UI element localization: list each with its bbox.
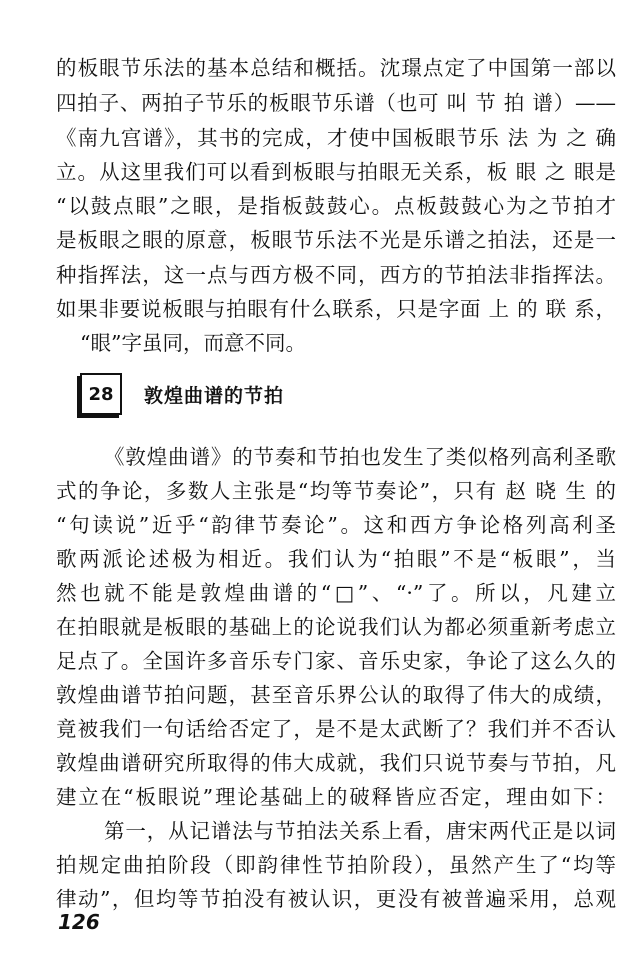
- text-line: “眼”字虽同，而意不同。: [80, 331, 306, 355]
- section-heading: [80, 370, 284, 418]
- text-line: 敦煌曲谱研究所取得的伟大成就，我们只说节奏与节拍，凡: [56, 751, 616, 775]
- text-line: 第一，从记谱法与节拍法关系上看，唐宋两代正是以词: [104, 819, 616, 843]
- text-line: “以鼓点眼”之眼，是指板鼓鼓心。点板鼓鼓心为之节拍才: [56, 194, 616, 218]
- text-line: 拍规定曲拍阶段（即韵律性节拍阶段），虽然产生了“均等: [56, 853, 616, 877]
- text-line: 足点了。全国许多音乐专门家、音乐史家，争论了这么久的: [56, 649, 616, 673]
- text-line: 《敦煌曲谱》的节奏和节拍也发生了类似格列高利圣歌: [104, 445, 616, 469]
- text-line: 是板眼之眼的原意，板眼节乐法不光是乐谱之拍法，还是一: [56, 228, 616, 252]
- text-line: 律动”，但均等节拍没有被认识，更没有被普遍采用，总观: [56, 887, 616, 911]
- text-line: “句读说”近乎“韵律节奏论”。这和西方争论格列高利圣: [56, 513, 616, 537]
- section-number-box: 28: [80, 373, 122, 415]
- text-line: 的板眼节乐法的基本总结和概括。沈璟点定了中国第一部以: [56, 56, 616, 80]
- section-title: 敦煌曲谱的节拍: [144, 384, 285, 407]
- text-line: 式的争论，多数人主张是“均等节奏论”，只有 赵 晓 生 的: [56, 479, 616, 503]
- text-line: 如果非要说板眼与拍眼有什么联系，只是字面 上 的 联 系，: [56, 297, 616, 321]
- text-line: 四拍子、两拍子节乐的板眼节乐谱（也可 叫 节 拍 谱）——: [56, 91, 616, 115]
- text-line: 歌两派论述极为相近。我们认为“拍眼”不是“板眼”，当: [56, 547, 616, 571]
- text-line: 立。从这里我们可以看到板眼与拍眼无关系，板 眼 之 眼是: [56, 160, 616, 184]
- text-line: 种指挥法，这一点与西方极不同，西方的节拍法非指挥法。: [56, 263, 616, 287]
- text-line: 建立在“板眼说”理论基础上的破释皆应否定，理由如下：: [56, 785, 616, 809]
- page-number: 126: [58, 910, 100, 934]
- text-line: 在拍眼就是板眼的基础上的论说我们认为都必须重新考虑立: [56, 615, 616, 639]
- text-line: 《南九宫谱》，其书的完成，才使中国板眼节乐 法 为 之 确: [56, 126, 616, 150]
- text-line: 敦煌曲谱节拍问题，甚至音乐界公认的取得了伟大的成绩，: [56, 683, 616, 707]
- text-line: 然也就不能是敦煌曲谱的“□”、“·”了。所以，凡建立: [56, 581, 616, 605]
- text-line: 竟被我们一句话给否定了，是不是太武断了？我们并不否认: [56, 717, 616, 741]
